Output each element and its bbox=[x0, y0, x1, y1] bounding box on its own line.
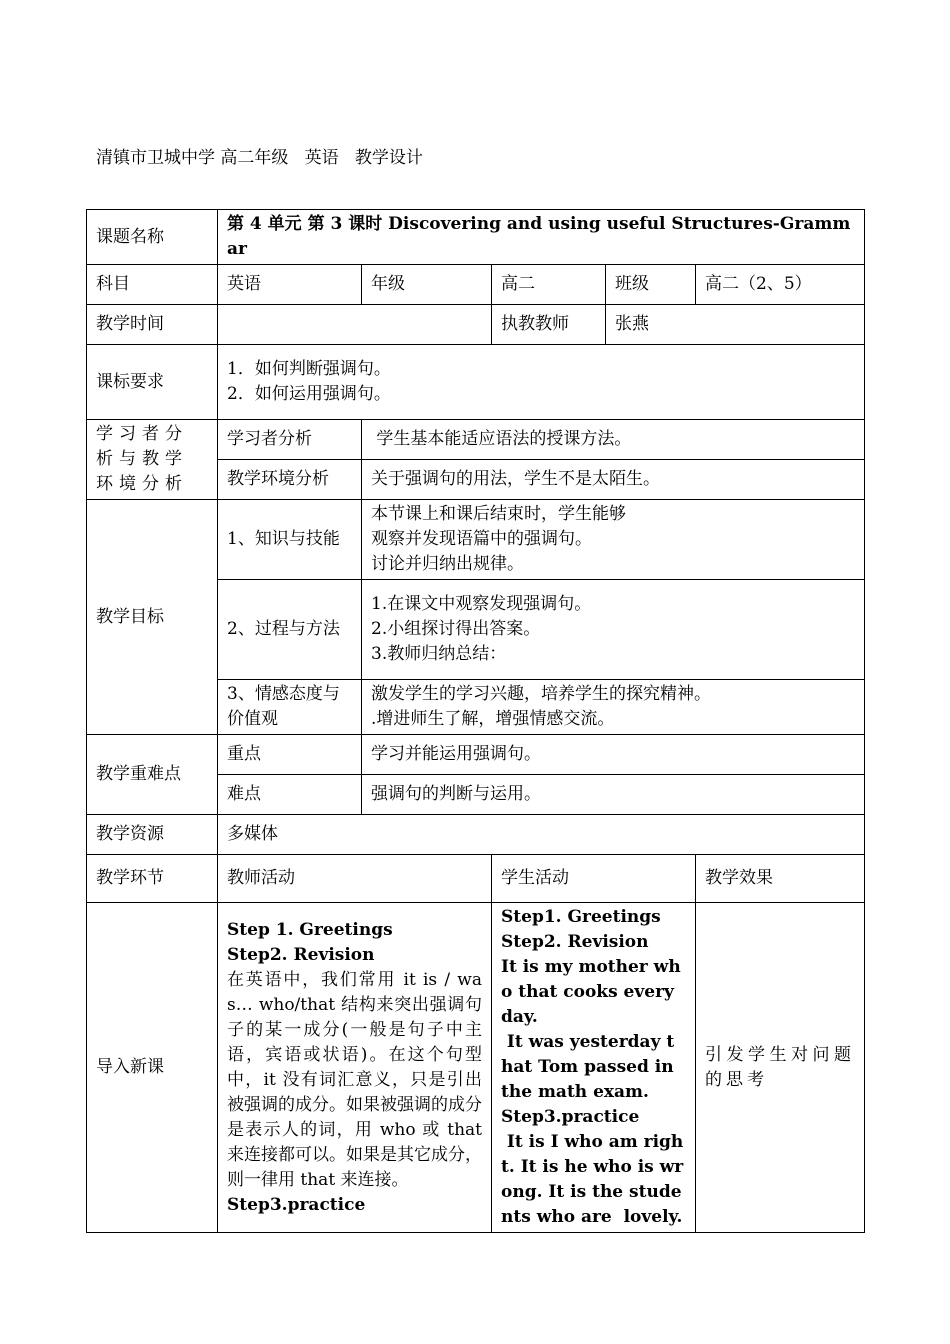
learner-label: 学习者分析 bbox=[218, 420, 362, 460]
goal-line: 讨论并归纳出规律。 bbox=[371, 554, 524, 574]
teacher-step-line: Step3.practice bbox=[227, 1194, 366, 1215]
standard-label: 课标要求 bbox=[87, 345, 218, 420]
key-label: 重点 bbox=[218, 735, 362, 775]
header-step: 教学环节 bbox=[87, 855, 218, 903]
time-label: 教学时间 bbox=[87, 305, 218, 345]
goal-line: 2.小组探讨得出答案。 bbox=[371, 619, 541, 639]
teacher-activity bbox=[218, 903, 492, 1233]
goal-label: 1、知识与技能 bbox=[218, 500, 362, 580]
student-activity bbox=[492, 903, 696, 1233]
resource-value: 多媒体 bbox=[218, 815, 865, 855]
header-student: 学生活动 bbox=[492, 855, 696, 903]
goal-content bbox=[362, 500, 865, 580]
row-course bbox=[87, 210, 865, 265]
subject-label: 科目 bbox=[87, 265, 218, 305]
learner-value: 学生基本能适应语法的授课方法。 bbox=[362, 420, 865, 460]
subject-value: 英语 bbox=[218, 265, 362, 305]
teacher-value: 张燕 bbox=[606, 305, 865, 345]
row-time bbox=[87, 305, 865, 345]
student-line: It is I who am right. It is he who is wrong. It is the students who are lovely. bbox=[501, 1132, 684, 1227]
header-effect: 教学效果 bbox=[696, 855, 865, 903]
student-line: It is my mother who that cooks every day. bbox=[501, 957, 681, 1027]
time-value bbox=[218, 305, 492, 345]
row-process-header bbox=[87, 855, 865, 903]
row-standard bbox=[87, 345, 865, 420]
goal-label: 3、情感态度与价值观 bbox=[218, 680, 362, 735]
env-value: 关于强调句的用法，学生不是太陌生。 bbox=[362, 460, 865, 500]
goal-content bbox=[362, 680, 865, 735]
lesson-plan-table bbox=[86, 209, 865, 1233]
goal-line: 激发学生的学习兴趣，培养学生的探究精神。 bbox=[371, 684, 711, 704]
teacher-paragraph: 在英语中，我们常用 it is / was… who/that 结构来突出强调句子的某一成分(一般是句子中主语，宾语或状语)。在这个句型中，it 没有词汇意义，只是引出被强调的成分。如果被强调的成分是表示人的词，用 who 或 that 来连接都可以。如果是其它成分，则一律用 that 来连接。 bbox=[227, 969, 482, 1190]
goal-label: 2、过程与方法 bbox=[218, 580, 362, 680]
header-teacher: 教师活动 bbox=[218, 855, 492, 903]
hard-value: 强调句的判断与运用。 bbox=[362, 775, 865, 815]
teacher-step-line: Step 1. Greetings bbox=[227, 919, 393, 940]
goal-line: 本节课上和课后结束时，学生能够 bbox=[371, 504, 626, 524]
document-title: 清镇市卫城中学 高二年级 英语 教学设计 bbox=[96, 148, 423, 168]
standard-line: 2．如何运用强调句。 bbox=[227, 384, 391, 404]
student-line: Step3.practice bbox=[501, 1107, 640, 1127]
row-goal-1 bbox=[87, 500, 865, 580]
process-step: 导入新课 bbox=[87, 903, 218, 1233]
course-value: 第 4 单元 第 3 课时 Discovering and using useful Structures-Grammar bbox=[218, 210, 865, 265]
class-label: 班级 bbox=[606, 265, 696, 305]
teacher-step-line: Step2. Revision bbox=[227, 944, 375, 965]
goals-label: 教学目标 bbox=[87, 500, 218, 735]
row-resource bbox=[87, 815, 865, 855]
goal-line: 1.在课文中观察发现强调句。 bbox=[371, 594, 592, 614]
key-value: 学习并能运用强调句。 bbox=[362, 735, 865, 775]
student-line: It was yesterday that Tom passed in the math exam. bbox=[501, 1032, 680, 1102]
goal-line: .增进师生了解，增强情感交流。 bbox=[371, 709, 615, 729]
row-subject bbox=[87, 265, 865, 305]
goal-content bbox=[362, 580, 865, 680]
grade-value: 高二 bbox=[492, 265, 606, 305]
row-key-point bbox=[87, 735, 865, 775]
teacher-label: 执教教师 bbox=[492, 305, 606, 345]
env-label: 教学环境分析 bbox=[218, 460, 362, 500]
class-value: 高二（2、5） bbox=[696, 265, 865, 305]
goal-line: 观察并发现语篇中的强调句。 bbox=[371, 529, 592, 549]
difficulty-label: 教学重难点 bbox=[87, 735, 218, 815]
teaching-effect: 引发学生对问题的思考 bbox=[696, 903, 865, 1233]
row-process bbox=[87, 903, 865, 1233]
student-line: Step2. Revision bbox=[501, 932, 649, 952]
resource-label: 教学资源 bbox=[87, 815, 218, 855]
goal-line: 3.教师归纳总结： bbox=[371, 644, 507, 664]
standard-line: 1．如何判断强调句。 bbox=[227, 359, 391, 379]
grade-label: 年级 bbox=[362, 265, 492, 305]
course-label: 课题名称 bbox=[87, 210, 218, 265]
row-learner bbox=[87, 420, 865, 460]
student-line: Step1. Greetings bbox=[501, 907, 661, 927]
analysis-label: 学习者分析与教学环境分析 bbox=[87, 420, 218, 500]
hard-label: 难点 bbox=[218, 775, 362, 815]
standard-value bbox=[218, 345, 865, 420]
